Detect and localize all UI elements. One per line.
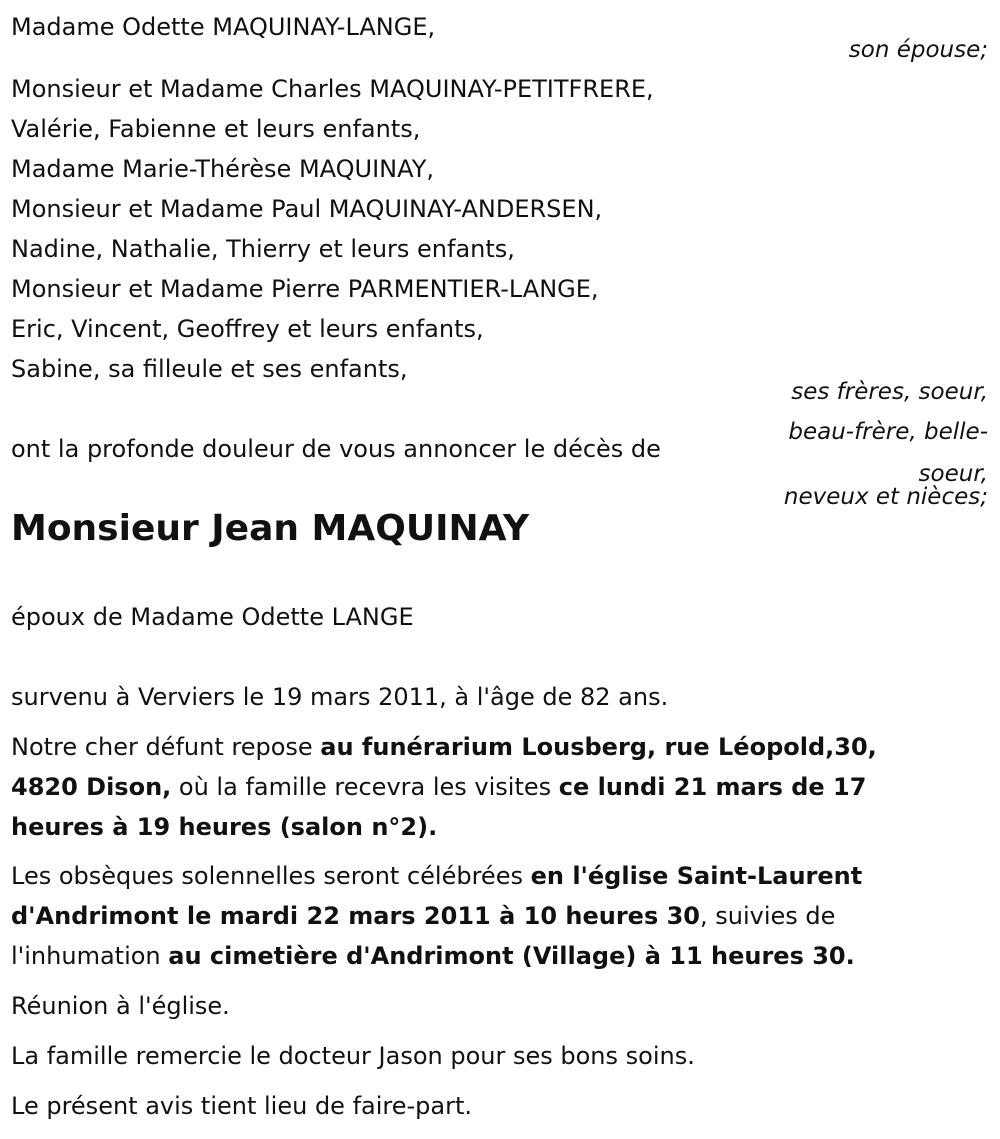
funeral-paragraph <box>11 856 951 976</box>
family-line-3: Madame Marie-Thérèse MAQUINAY, <box>11 155 434 183</box>
family-line-6: Monsieur et Madame Pierre PARMENTIER-LANGE, <box>11 275 599 303</box>
funeral-text-1: Les obsèques solennelles seront célébrées <box>11 862 531 890</box>
spouse-of: époux de Madame Odette LANGE <box>11 603 414 631</box>
family-line-1: Monsieur et Madame Charles MAQUINAY-PETITFRERE, <box>11 75 654 103</box>
thanks-line: La famille remercie le docteur Jason pour ses bons soins. <box>11 1042 695 1070</box>
reunion-line: Réunion à l'église. <box>11 992 230 1020</box>
family-line-4: Monsieur et Madame Paul MAQUINAY-ANDERSEN, <box>11 195 603 223</box>
family-role-4: neveux et nièces; <box>783 484 988 510</box>
notice-line: Le présent avis tient lieu de faire-part. <box>11 1092 473 1120</box>
family-role-3: soeur, <box>918 461 988 487</box>
family-role-2: beau-frère, belle- <box>788 419 988 445</box>
visitation-place: au funérarium Lousberg, rue Léopold,30, 4820 Dison, <box>11 733 877 801</box>
announcement: ont la profonde douleur de vous annoncer le décès de <box>11 435 661 463</box>
funeral-church: en l'église Saint-Laurent d'Andrimont le mardi 22 mars 2011 à 10 heures 30 <box>11 862 863 930</box>
death-details: survenu à Verviers le 19 mars 2011, à l'âge de 82 ans. <box>11 683 669 711</box>
spouse-role: son épouse; <box>848 37 988 63</box>
family-role-1: ses frères, soeur, <box>791 379 988 405</box>
family-line-7: Eric, Vincent, Geoffrey et leurs enfants, <box>11 315 484 343</box>
spouse-line: Madame Odette MAQUINAY-LANGE, <box>11 13 436 41</box>
funeral-burial: au cimetière d'Andrimont (Village) à 11 heures 30. <box>168 942 855 970</box>
family-line-2: Valérie, Fabienne et leurs enfants, <box>11 115 421 143</box>
visitation-text-2: où la famille recevra les visites <box>171 773 559 801</box>
visitation-paragraph <box>11 727 951 847</box>
family-line-8: Sabine, sa filleule et ses enfants, <box>11 355 408 383</box>
funeral-text-2: , suivies de l'inhumation <box>11 902 836 970</box>
family-line-5: Nadine, Nathalie, Thierry et leurs enfants, <box>11 235 515 263</box>
visitation-text-1: Notre cher défunt repose <box>11 733 321 761</box>
visitation-time: ce lundi 21 mars de 17 heures à 19 heures (salon n°2). <box>11 773 867 841</box>
deceased-name: Monsieur Jean MAQUINAY <box>11 508 530 549</box>
